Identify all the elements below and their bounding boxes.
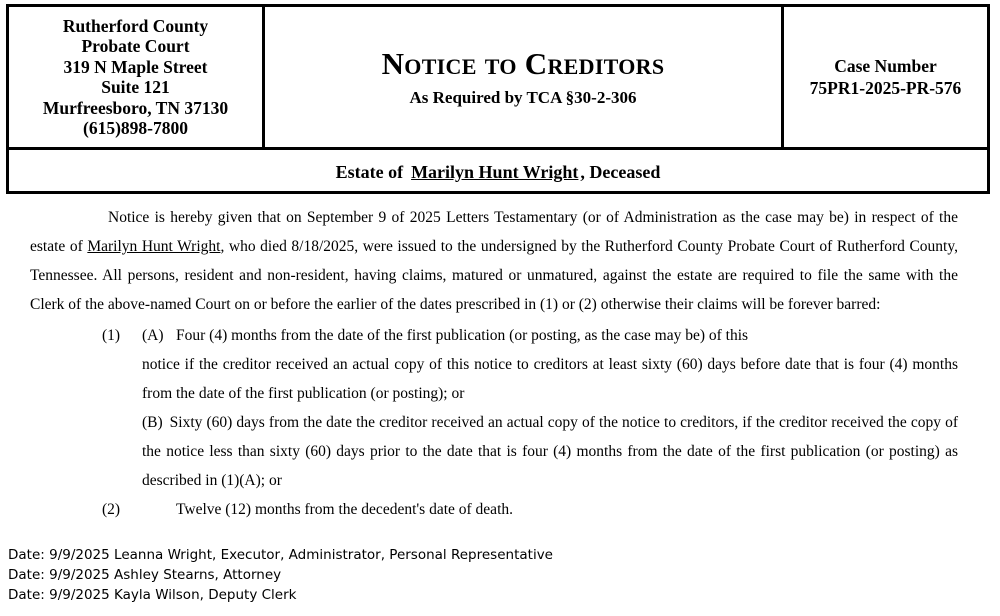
list-item-1b-wrap xyxy=(142,408,958,495)
document-subtitle: As Required by TCA §30-2-306 xyxy=(409,88,637,107)
court-city-state-zip: Murfreesboro, TN 37130 xyxy=(42,97,229,118)
signature-date-block xyxy=(8,545,988,605)
court-phone: (615)898-7800 xyxy=(83,118,188,138)
paragraph-part-1: Notice is hereby given that on September 9 of 2025 Letters Testamentary (or of Administration as the case may be) in respect of the estate of xyxy=(30,209,958,255)
list-item-1b-letter: (B) xyxy=(142,414,163,431)
paragraph-decedent-name: Marilyn Hunt Wright xyxy=(87,238,221,255)
list-item-1a-letter: (A) xyxy=(142,327,164,344)
claim-deadline-list xyxy=(30,321,958,524)
list-item-1b-text: Sixty (60) days from the date the creditor received an actual copy of the notice to creditors, if the creditor received the copy of the notice less than sixty (60) days prior to the date that is four (4) months from the date of the first publication (or posting) as described in (1)(A); or xyxy=(142,414,958,489)
case-number-block xyxy=(784,7,987,147)
document-title: Notice to Creditors xyxy=(381,46,665,81)
case-number-value: 75PR1-2025-PR-576 xyxy=(809,78,962,98)
decedent-name: Marilyn Hunt Wright xyxy=(411,161,579,182)
paragraph-part-2: , who died 8/18/2025, were issued to the undersigned by the Rutherford County Probate Court of Rutherford County, Tennessee. All persons, resident and non-resident, having claims, matured or unmatured, against the estate are required to file the same with the Clerk of the above-named Court on or before the earlier of the dates prescribed in (1) or (2) otherwise their claims will be forever barred: xyxy=(30,238,958,313)
list-item-1a-continuation: notice if the creditor received an actual copy of this notice to creditors at least sixty (60) days before date that is four (4) months from the date of the first publication (or posting); or xyxy=(142,356,958,402)
court-name-line-1: Rutherford County xyxy=(62,15,209,36)
list-item-1-number: (1) xyxy=(102,327,121,344)
list-item-1a xyxy=(30,321,958,350)
list-item-2-text: Twelve (12) months from the decedent's date of death. xyxy=(176,501,513,518)
list-item-2-number: (2) xyxy=(102,501,121,518)
notice-header-frame xyxy=(6,4,990,194)
list-item-2 xyxy=(30,495,958,524)
signature-line-attorney: Date: 9/9/2025 Ashley Stearns, Attorney xyxy=(8,567,282,583)
court-address-block xyxy=(9,7,265,147)
court-street: 319 N Maple Street xyxy=(63,56,208,77)
case-number-label: Case Number xyxy=(834,56,937,76)
estate-label: Estate of xyxy=(335,161,404,182)
court-suite: Suite 121 xyxy=(101,77,170,97)
notice-paragraph xyxy=(30,203,958,319)
signature-line-representative: Date: 9/9/2025 Leanna Wright, Executor, Administrator, Personal Representative xyxy=(8,547,553,563)
estate-deceased-suffix: , Deceased xyxy=(580,161,661,182)
list-item-1a-continuation-wrap xyxy=(142,350,958,408)
court-name-line-2: Probate Court xyxy=(81,36,190,56)
notice-title-block xyxy=(265,7,784,147)
list-item-1b xyxy=(142,408,958,495)
header-row xyxy=(9,7,987,150)
list-item-2-spacer xyxy=(142,495,176,524)
notice-body xyxy=(30,203,958,524)
list-item-1a-text: Four (4) months from the date of the first publication (or posting, as the case may be) of this xyxy=(176,327,749,344)
signature-line-clerk: Date: 9/9/2025 Kayla Wilson, Deputy Clerk xyxy=(8,587,297,603)
estate-row xyxy=(9,150,987,194)
